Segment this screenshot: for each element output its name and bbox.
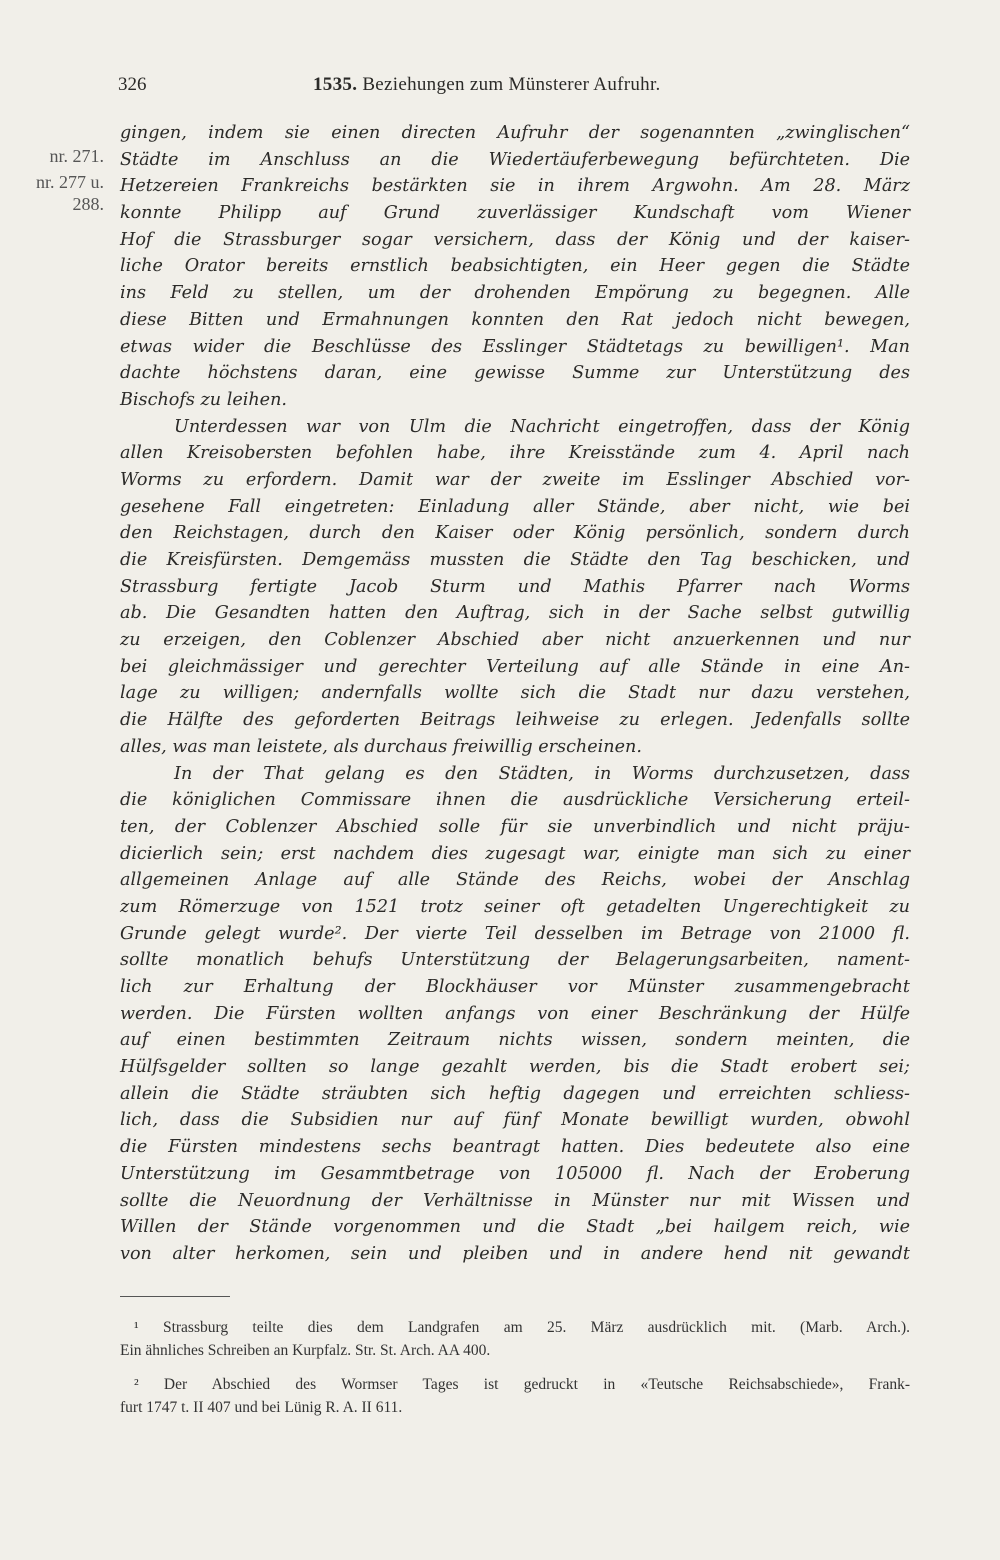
text-line: zu erzeigen, den Coblenzer Abschied aber nicht anzuerkennen und nur [120,630,910,651]
text-line: dicierlich sein; erst nachdem dies zugesagt war, einigte man sich zu einer [120,843,910,864]
text-line: liche Orator bereits ernstlich beabsichtigten, ein Heer gegen die Städte [120,256,910,277]
footnotes [120,1316,910,1419]
running-title [313,74,661,96]
text-line: ins Feld zu stellen, um der drohenden Empörung zu begegnen. Alle [120,283,910,304]
footnote-line: furt 1747 t. II 407 und bei Lünig R. A. II 611. [120,1399,403,1416]
text-line: bei gleichmässiger und gerechter Verteilung auf alle Stände in eine An- [120,656,910,677]
text-line: Unterstützung im Gesammtbetrage von 105000 fl. Nach der Eroberung [120,1163,910,1184]
margin-note: nr. 271. [49,146,104,166]
text-line: allgemeinen Anlage auf alle Stände des Reichs, wobei der Anschlag [120,870,910,891]
text-line: Bischofs zu leihen. [120,389,288,410]
text-line: auf einen bestimmten Zeitraum nichts wissen, sondern meinten, die [120,1030,910,1051]
page-number: 326 [118,74,147,95]
text-line: etwas wider die Beschlüsse des Esslinger Städtetags zu bewilligen¹. Man [120,336,910,357]
text-line: lich, dass die Subsidien nur auf fünf Monate bewilligt wurden, obwohl [120,1110,910,1131]
text-line: Unterdessen war von Ulm die Nachricht eingetroffen, dass der König [174,416,910,437]
footnote-gap [120,1362,910,1373]
main-text [120,120,910,1268]
text-line: Hof die Strassburger sogar versichern, dass der König und der kaiser- [120,229,910,250]
header-year: 1535. [313,74,358,95]
margin-note: 288. [72,194,104,214]
text-line: allen Kreisobersten befohlen habe, ihre Kreisstände zum 4. April nach [120,443,910,464]
footnote-line: ² Der Abschied des Wormser Tages ist gedruckt in «Teutsche Reichsabschiede», Frank- [134,1376,910,1393]
text-line: gesehene Fall eingetreten: Einladung aller Stände, aber nicht, wie bei [120,496,910,517]
text-line: sollte monatlich behufs Unterstützung der Belagerungsarbeiten, nament- [120,950,910,971]
text-line: den Reichstagen, durch den Kaiser oder König persönlich, sondern durch [120,523,910,544]
footnote-line: ¹ Strassburg teilte dies dem Landgrafen am 25. März ausdrücklich mit. (Marb. Arch.). [134,1319,910,1336]
running-header [118,74,918,102]
text-line: Strassburg fertigte Jacob Sturm und Mathis Pfarrer nach Worms [120,576,910,597]
footnote-line: Ein ähnliches Schreiben an Kurpfalz. Str. St. Arch. AA 400. [120,1342,491,1359]
text-line: dachte höchstens daran, eine gewisse Summe zur Unterstützung des [120,363,910,384]
text-line: sollte die Neuordnung der Verhältnisse in Münster nur mit Wissen und [120,1190,910,1211]
text-line: ten, der Coblenzer Abschied solle für sie unverbindlich und nicht präju- [120,816,910,837]
text-line: diese Bitten und Ermahnungen konnten den Rat jedoch nicht bewegen, [120,309,910,330]
text-line: lich zur Erhaltung der Blockhäuser vor Münster zusammengebracht [120,977,910,997]
text-line: Städte im Anschluss an die Wiedertäuferbewegung befürchteten. Die [120,149,910,170]
text-line: die Fürsten mindestens sechs beantragt hatten. Dies bedeutete also eine [120,1137,910,1158]
text-line: Willen der Stände vorgenommen und die Stadt „bei hailgem reich, wie [120,1217,910,1238]
text-line: allein die Städte sträubten sich heftig dagegen und erreichten schliess- [120,1083,910,1104]
text-line: von alter herkomen, sein und pleiben und in andere hend nit gewandt [120,1243,910,1264]
footnote-divider [120,1296,230,1297]
text-line: alles, was man leistete, als durchaus freiwillig erscheinen. [120,736,642,757]
text-line: Worms zu erfordern. Damit war der zweite im Esslinger Abschied vor- [120,469,910,490]
text-line: werden. Die Fürsten wollten anfangs von einer Beschränkung der Hülfe [120,1003,910,1024]
text-line: ab. Die Gesandten hatten den Auftrag, sich in der Sache selbst gutwillig [120,603,910,624]
text-line: gingen, indem sie einen directen Aufruhr der sogenannten „zwinglischen“ [120,123,910,143]
margin-note: nr. 277 u. [35,172,104,192]
text-line: die königlichen Commissare ihnen die ausdrückliche Versicherung erteil- [120,790,910,811]
text-line: konnte Philipp auf Grund zuverlässiger Kundschaft vom Wiener [120,203,910,224]
text-line: Hülfsgelder sollten so lange gezahlt werden, bis die Stadt erobert sei; [120,1057,910,1078]
text-line: lage zu willigen; andernfalls wollte sich die Stadt nur dazu verstehen, [120,683,910,704]
text-line: Hetzereien Frankreichs bestärkten sie in ihrem Argwohn. Am 28. März [120,176,910,197]
header-title: Beziehungen zum Münsterer Aufruhr. [362,74,661,95]
text-line: die Hälfte des geforderten Beitrags leihweise zu erlegen. Jedenfalls sollte [120,710,910,731]
text-line: In der That gelang es den Städten, in Worms durchzusetzen, dass [174,763,910,784]
text-line: Grunde gelegt wurde². Der vierte Teil desselben im Betrage von 21000 fl. [120,923,910,944]
text-line: die Kreisfürsten. Demgemäss mussten die Städte den Tag beschicken, und [120,550,910,570]
text-line: zum Römerzuge von 1521 trotz seiner oft getadelten Ungerechtigkeit zu [120,896,910,917]
